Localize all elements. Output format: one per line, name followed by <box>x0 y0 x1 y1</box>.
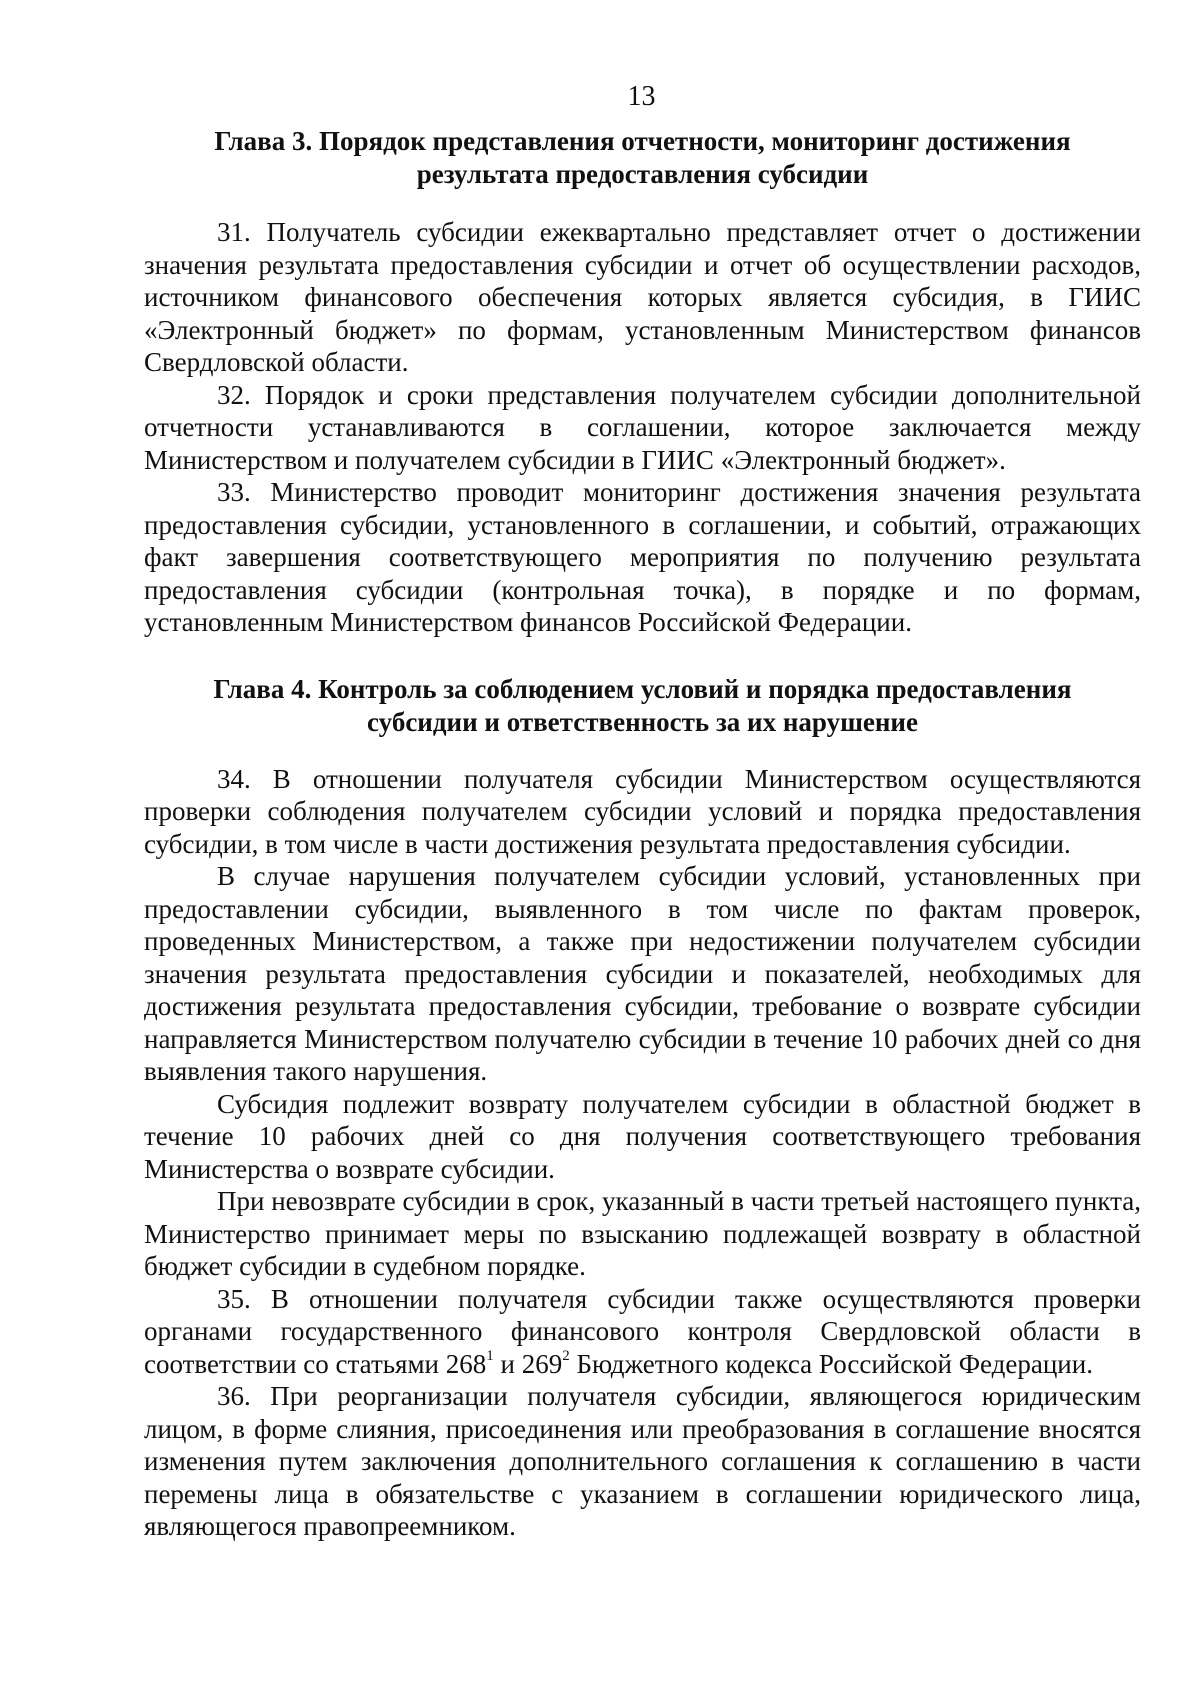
paragraph-35-text-middle: и 269 <box>493 1348 563 1379</box>
chapter-4-title-line-1: Глава 4. Контроль за соблюдением условий и порядка предоставления <box>213 673 1072 704</box>
page-number: 13 <box>627 81 656 112</box>
superscript-1: 1 <box>486 1347 494 1364</box>
paragraph-34-refund: Субсидия подлежит возврату получателем субсидии в областной бюджет в течение 10 рабочих дней со дня получения соответствующего требования Министерства о возврате субсидии. <box>144 1088 1141 1184</box>
chapter-4-title-line-2: субсидии и ответственность за их нарушение <box>367 706 918 737</box>
chapter-3-title-line-1: Глава 3. Порядок представления отчетности, мониторинг достижения <box>214 126 1071 156</box>
paragraph-35-text-after: Бюджетного кодекса Российской Федерации. <box>569 1348 1093 1379</box>
document-body <box>144 125 1141 1543</box>
chapter-4-title <box>144 673 1141 739</box>
paragraph-34-violation: В случае нарушения получателем субсидии условий, установленных при предоставлении субсидии, выявленного в том числе по фактам проверок, проведенных Министерством, а также при недостижении получателем субсидии значения результата предоставления субсидии и показателей, необходимых для достижения результата предоставления субсидии, требование о возврате субсидии направляется Министерством получателю субсидии в течение 10 рабочих дней со дня выявления такого нарушения. <box>144 861 1141 1086</box>
superscript-2: 2 <box>562 1347 570 1364</box>
paragraph-35-text-before: 35. В отношении получателя субсидии также осуществляются проверки органами государственного финансового контроля Свердловской области в соответствии со статьями 268 <box>144 1283 1141 1379</box>
chapter-3-title-line-2: результата предоставления субсидии <box>416 159 869 189</box>
paragraph-34-non-refund: При невозврате субсидии в срок, указанный в части третьей настоящего пункта, Министерство принимает меры по взысканию подлежащей возврату в областной бюджет субсидии в судебном порядке. <box>144 1186 1141 1281</box>
paragraph-32: 32. Порядок и сроки представления получателем субсидии дополнительной отчетности устанавливаются в соглашении, которое заключается между Министерством и получателем субсидии в ГИИС «Электронный бюджет». <box>144 379 1141 475</box>
paragraph-31: 31. Получатель субсидии ежеквартально представляет отчет о достижении значения результата предоставления субсидии и отчет об осуществлении расходов, источником финансового обеспечения которых является субсидия, в ГИИС «Электронный бюджет» по формам, установленным Министерством финансов Свердловской области. <box>144 217 1141 377</box>
paragraph-36: 36. При реорганизации получателя субсидии, являющегося юридическим лицом, в форме слияния, присоединения или преобразования в соглашение вносятся изменения путем заключения дополнительного соглашения к соглашению в части перемены лица в обязательстве с указанием в соглашении юридического лица, являющегося правопреемником. <box>144 1381 1141 1541</box>
paragraph-33: 33. Министерство проводит мониторинг достижения значения результата предоставления субсидии, установленного в соглашении, и событий, отражающих факт завершения соответствующего мероприятия по получению результата предоставления субсидии (контрольная точка), в порядке и по формам, установленным Министерством финансов Российской Федерации. <box>144 477 1141 637</box>
paragraph-34: 34. В отношении получателя субсидии Министерством осуществляются проверки соблюдения получателем субсидии условий и порядка предоставления субсидии, в том числе в части достижения результата предоставления субсидии. <box>144 763 1141 859</box>
chapter-3-title <box>144 125 1141 191</box>
paragraph-35 <box>144 1283 1141 1381</box>
